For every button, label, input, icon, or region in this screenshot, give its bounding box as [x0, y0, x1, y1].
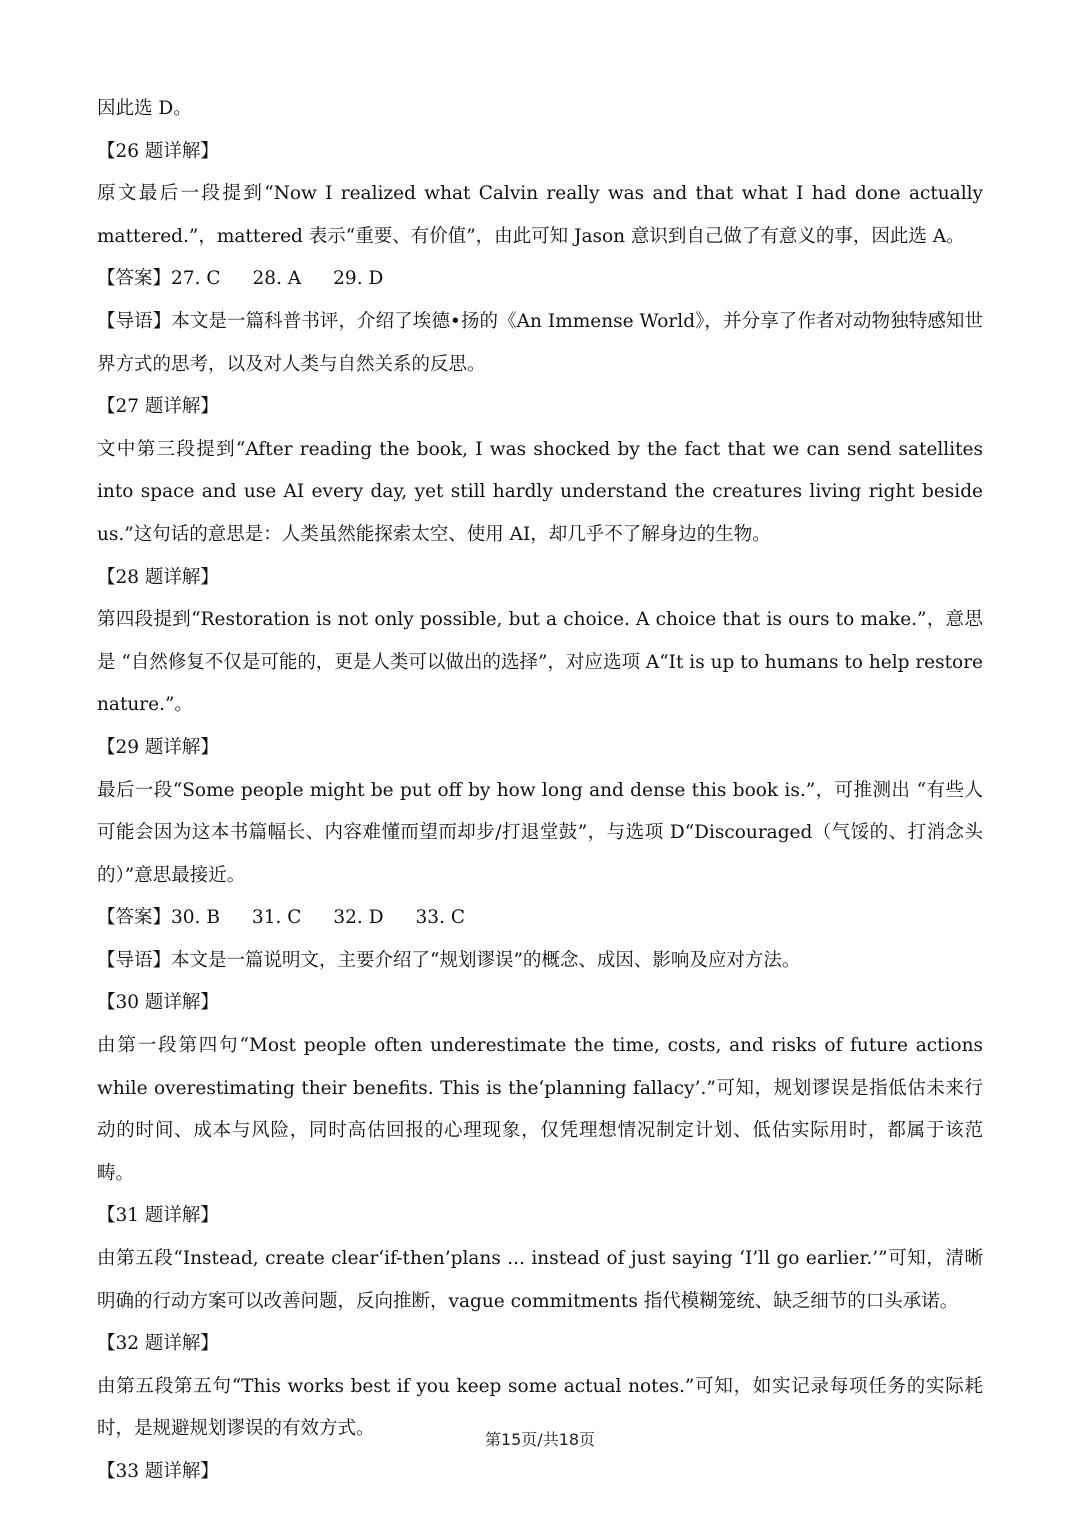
answer-item: 30. B: [171, 907, 220, 929]
conclusion-line: 因此选 D。: [97, 98, 192, 119]
answer-item: 32. D: [333, 907, 384, 929]
heading-q31: 【31 题详解】: [97, 1205, 219, 1227]
heading-q27: 【27 题详解】: [97, 396, 219, 418]
heading-q32: 【32 题详解】: [97, 1333, 219, 1355]
answer-item: 27. C: [171, 268, 221, 290]
document-body: [97, 88, 983, 1494]
explanation-q32: 由第五段第五句“This works best if you keep some actual notes.”可知，如实记录每项任务的实际耗时，是规避规划谬误的有效方式。: [97, 1375, 983, 1440]
answer-item: 28. A: [252, 268, 302, 290]
heading-q29: 【29 题详解】: [97, 736, 219, 758]
explanation-q30: 由第一段第四句“Most people often underestimate the time, costs, and risks of future actions while overestimating their benefits. This is the‘planning fallacy’.”可知，规划谬误是指低估未来行动的时间、成本与风险，同时高估回报的心理现象，仅凭理想情况制定计划、低估实际用时，都属于该范畴。: [97, 1035, 983, 1184]
heading-q33: 【33 题详解】: [97, 1461, 219, 1482]
answer-line-30-33: [97, 897, 983, 940]
explanation-q27: 文中第三段提到“After reading the book, I was shocked by the fact that we can send satellites into space and use AI every day, yet still hardly understand the creatures living right beside us.”这句话的意思是：人类虽然能探索太空、使用 AI，却几乎不了解身边的生物。: [97, 438, 983, 545]
answer-item: 33. C: [415, 907, 465, 929]
intro-passage-d: 【导语】本文是一篇说明文，主要介绍了“规划谬误”的概念、成因、影响及应对方法。: [97, 949, 801, 971]
explanation-q28: 第四段提到“Restoration is not only possible, but a choice. A choice that is ours to make.”，意思是 “自然修复不仅是可能的，更是人类可以做出的选择”，对应选项 A“It is up to humans to help restore nature.”。: [97, 609, 983, 716]
explanation-q29: 最后一段“Some people might be put off by how long and dense this book is.”，可推测出 “有些人可能会因为这本书篇幅长、内容难懂而望而却步/打退堂鼓”，与选项 D“Discouraged（气馁的、打消念头的）”意思最接近。: [97, 779, 983, 886]
intro-passage-c: 【导语】本文是一篇科普书评，介绍了埃德•扬的《An Immense World》，并分享了作者对动物独特感知世界方式的思考，以及对人类与自然关系的反思。: [97, 310, 983, 375]
answer-item: 31. C: [251, 907, 302, 929]
answer-line-27-29: [97, 258, 983, 301]
page-number: 第15页/共18页: [484, 1430, 596, 1449]
answer-label: 【答案】: [97, 907, 172, 929]
heading-q28: 【28 题详解】: [97, 566, 219, 588]
explanation-q26: 原文最后一段提到“Now I realized what Calvin really was and that what I had done actually mattered.”，mattered 表示“重要、有价值”，由此可知 Jason 意识到自己做了有意义的事，因此选 A。: [97, 183, 983, 247]
heading-q30: 【30 题详解】: [97, 992, 219, 1014]
answer-item: 29. D: [333, 268, 384, 290]
heading-q26: 【26 题详解】: [97, 140, 219, 162]
answer-label: 【答案】: [97, 268, 172, 290]
explanation-q31: 由第五段“Instead, create clear‘if-then’plans ... instead of just saying ‘I’ll go earlier.’”可知，清晰明确的行动方案可以改善问题，反向推断，vague commitments 指代模糊笼统、缺乏细节的口头承诺。: [97, 1248, 983, 1312]
